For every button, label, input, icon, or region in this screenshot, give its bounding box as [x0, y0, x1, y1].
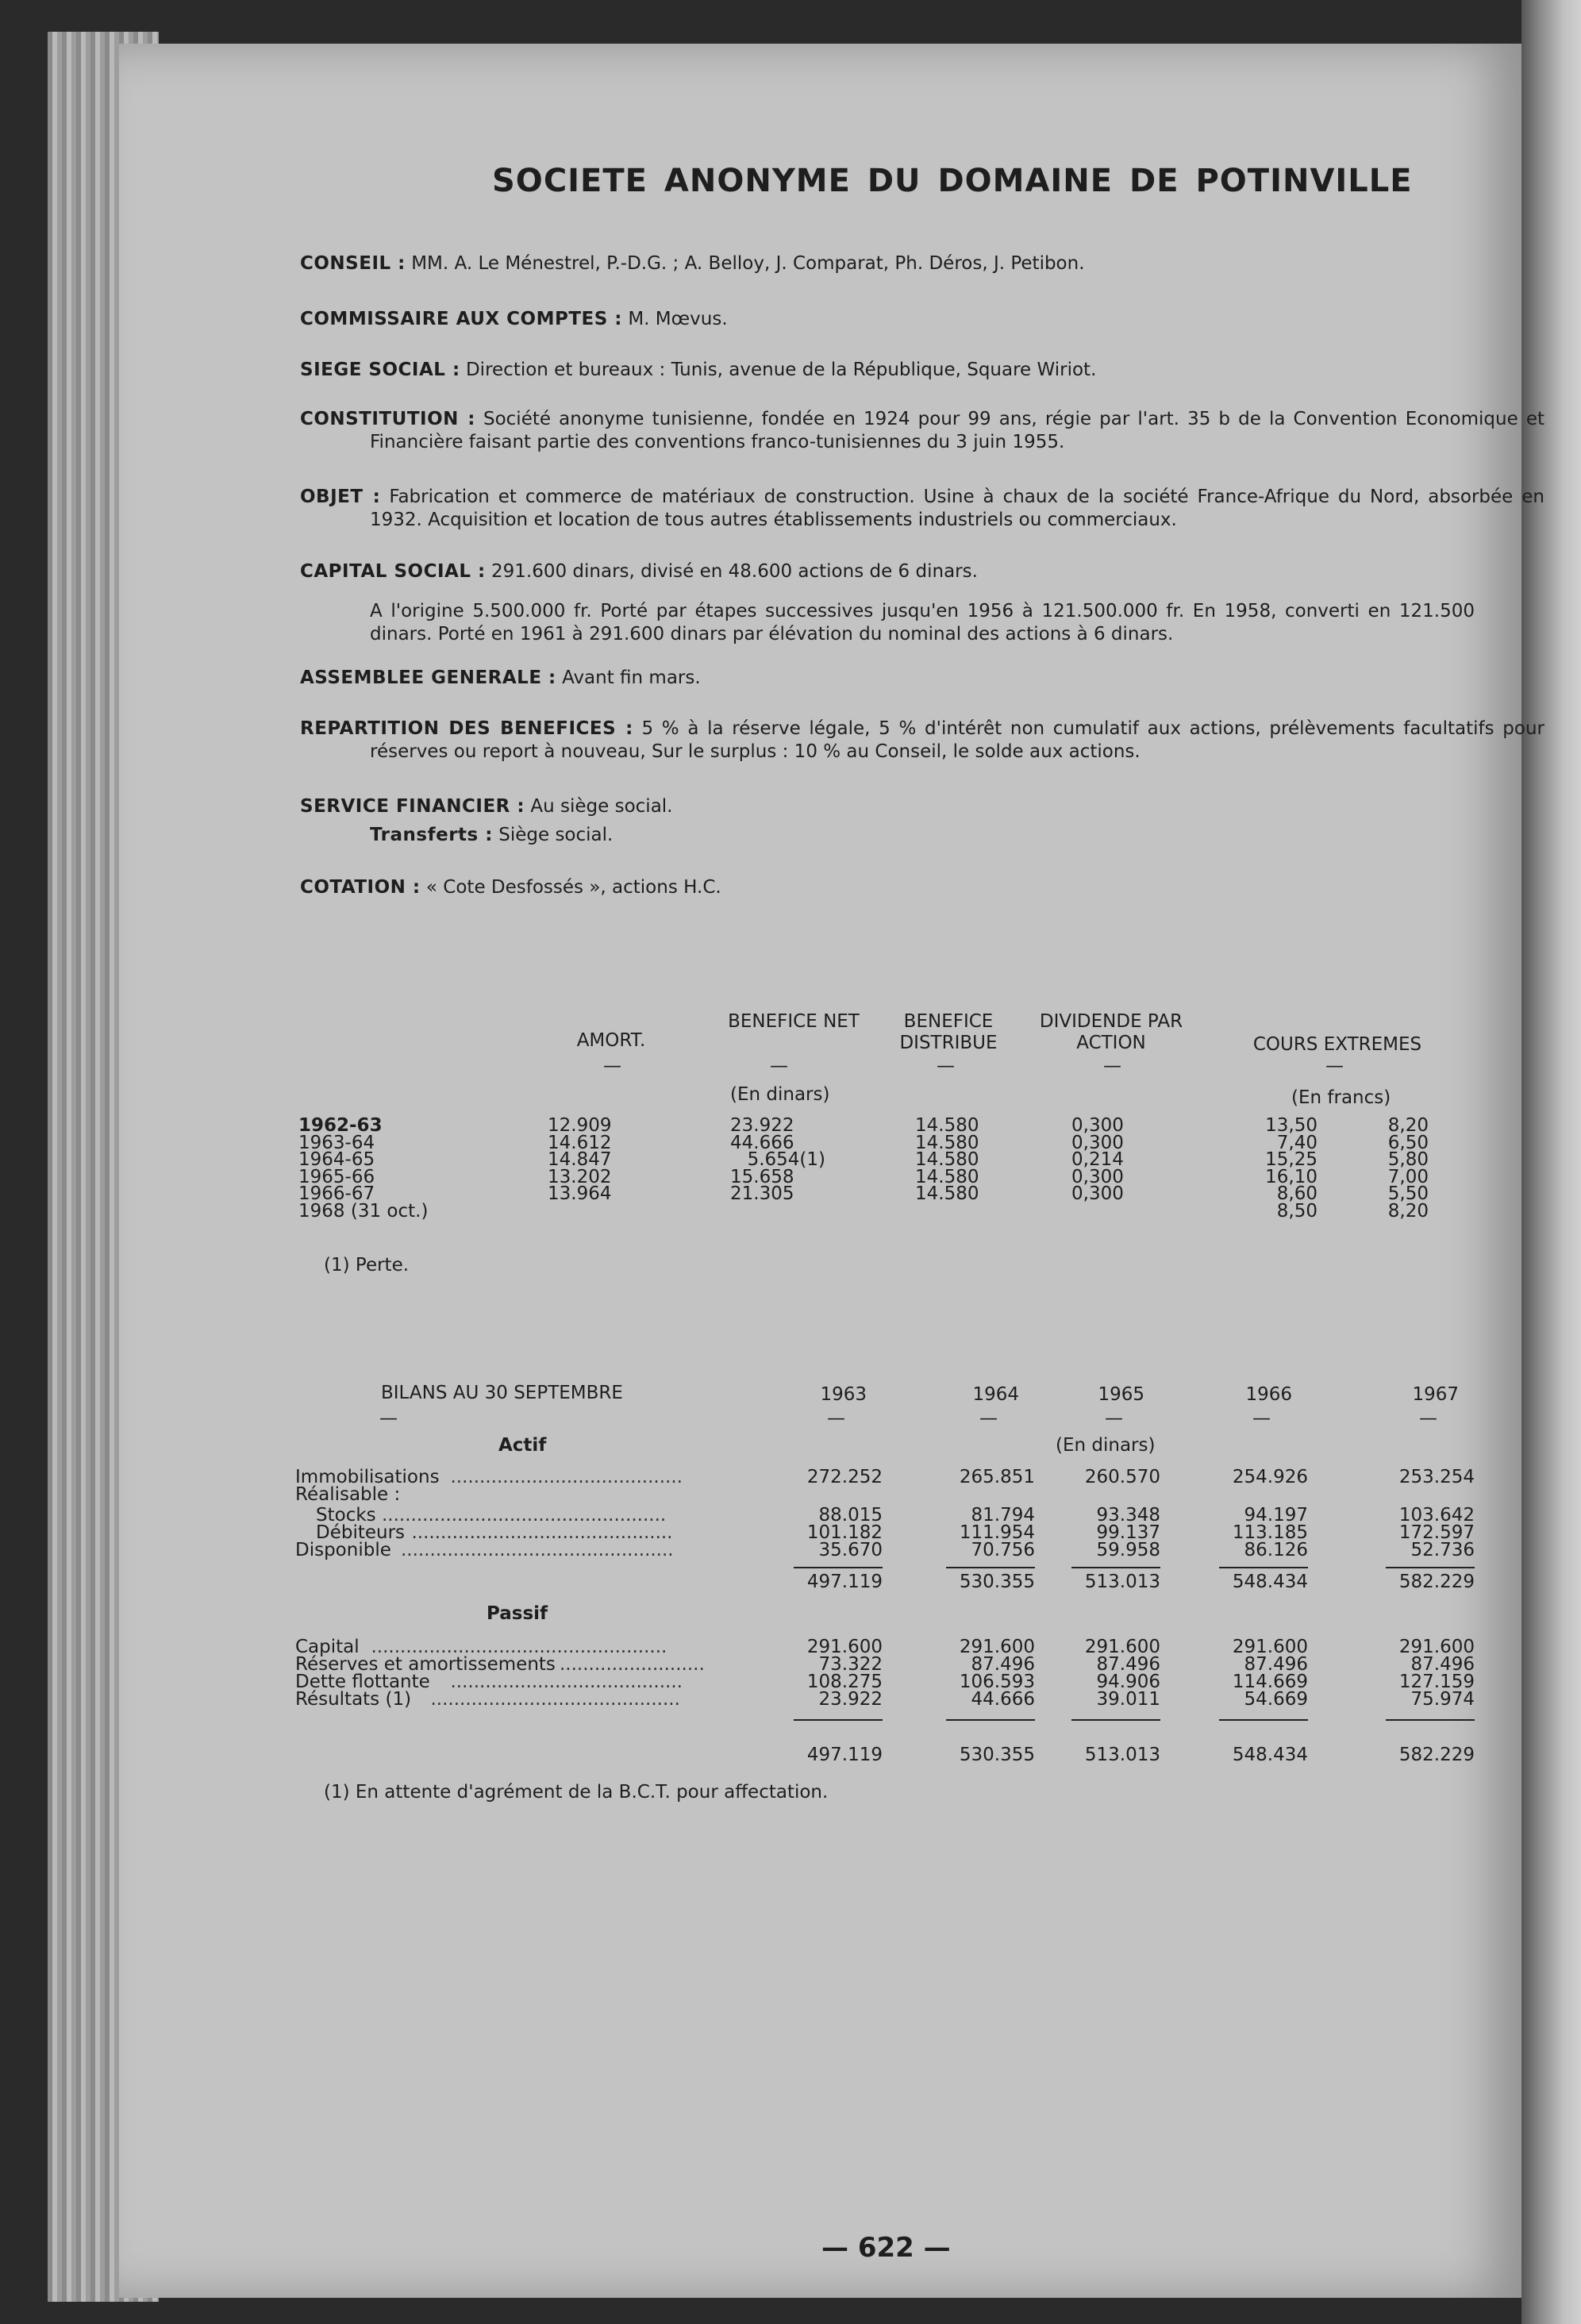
section-5	[300, 560, 1544, 583]
bilan-cell: 106.593	[959, 1672, 1035, 1692]
cell-div: 0,214	[1071, 1149, 1124, 1170]
cell-high: 7,40	[1276, 1132, 1318, 1153]
section-text: M. Mœvus.	[628, 309, 728, 329]
total-rule	[794, 1719, 883, 1721]
bilan-cell: 111.954	[959, 1522, 1035, 1543]
actif-total: 530.355	[959, 1572, 1035, 1592]
dot-leader: ........................................	[450, 1672, 683, 1692]
bilan-row-label	[295, 1540, 391, 1560]
bilan-cell: 172.597	[1398, 1522, 1475, 1543]
year-header: 1966	[1245, 1384, 1292, 1405]
section-3	[300, 408, 1544, 454]
bilan-cell: 127.159	[1398, 1672, 1475, 1692]
total-rule	[794, 1567, 883, 1568]
passif-total: 548.434	[1232, 1745, 1308, 1765]
bilan-cell: 114.669	[1232, 1672, 1308, 1692]
cell-distr: 14.580	[915, 1183, 979, 1204]
section-7	[300, 667, 1544, 690]
bilan-cell: 253.254	[1398, 1467, 1475, 1487]
label-text: Immobilisations	[295, 1467, 440, 1487]
section-label: OBJET :	[300, 487, 381, 507]
total-rule	[1071, 1567, 1160, 1568]
bilan-cell: 108.275	[806, 1672, 883, 1692]
section-label: CAPITAL SOCIAL :	[300, 561, 486, 582]
section-4	[300, 486, 1544, 532]
section-6	[370, 600, 1475, 646]
bilan-cell: 87.496	[1096, 1654, 1160, 1675]
cell-div: 0,300	[1071, 1183, 1124, 1204]
dot-leader: .............................................	[411, 1522, 673, 1543]
bilan-cell: 291.600	[959, 1637, 1035, 1657]
year-header: 1967	[1412, 1384, 1459, 1405]
page-number: — 622 —	[821, 2232, 951, 2264]
cell-high: 15,25	[1265, 1149, 1318, 1170]
bilans-unit: (En dinars)	[1056, 1435, 1156, 1456]
bilan-cell: 113.185	[1232, 1522, 1308, 1543]
bilan-cell: 81.794	[971, 1505, 1035, 1526]
section-2	[300, 359, 1544, 382]
col-header-dividende: DIVIDENDE PAR ACTION	[1039, 1011, 1183, 1053]
year-header: 1963	[820, 1384, 867, 1405]
cell-low: 8,20	[1387, 1200, 1429, 1222]
section-text: 5 % à la réserve légale, 5 % d'intérêt non cumulatif aux actions, prélèvements facultatifs pour réserves ou report à nouveau, Sur le surplus : 10 % au Conseil, le solde aux actions.	[370, 718, 1545, 762]
total-rule	[1071, 1719, 1160, 1721]
cell-distr: 14.580	[915, 1132, 979, 1153]
cell-amort: 12.909	[548, 1115, 612, 1136]
section-text: A l'origine 5.500.000 fr. Porté par étapes successives jusqu'en 1956 à 121.500.000 fr. En 1958, converti en 121.500 dinars. Porté en 1961 à 291.600 dinars par élévation du nominal des actions à 6 dinars.	[370, 601, 1475, 644]
cell-low: 6,50	[1387, 1132, 1429, 1153]
dot-leader: ...........................................	[430, 1689, 680, 1710]
label-text: Réalisable :	[295, 1484, 401, 1505]
bilan-row-label	[295, 1689, 411, 1710]
cell-amort: 14.847	[548, 1149, 612, 1170]
bilan-cell: 99.137	[1096, 1522, 1160, 1543]
cell-high: 13,50	[1265, 1115, 1318, 1136]
unit-francs: (En francs)	[1291, 1087, 1391, 1108]
header-dash: —	[603, 1056, 621, 1076]
section-text: 291.600 dinars, divisé en 48.600 actions de 6 dinars.	[491, 561, 978, 582]
cell-low: 8,20	[1387, 1115, 1429, 1136]
passif-total: 513.013	[1084, 1745, 1160, 1765]
label-text: Dette flottante	[295, 1672, 430, 1692]
bilan-cell: 23.922	[818, 1689, 883, 1710]
cell-amort: 14.612	[548, 1132, 612, 1153]
year-header: 1965	[1098, 1384, 1144, 1405]
actif-total: 548.434	[1232, 1572, 1308, 1592]
year-header: 1964	[972, 1384, 1019, 1405]
section-label: COMMISSAIRE AUX COMPTES :	[300, 309, 623, 329]
bilan-cell: 260.570	[1084, 1467, 1160, 1487]
header-dash: —	[1103, 1056, 1121, 1076]
dot-leader: .................................................	[382, 1505, 667, 1526]
year-dash: —	[1419, 1408, 1437, 1429]
section-label: ASSEMBLEE GENERALE :	[300, 668, 556, 688]
label-text: Disponible	[295, 1540, 391, 1560]
results-footnote: (1) Perte.	[324, 1255, 410, 1276]
bilan-cell: 75.974	[1410, 1689, 1475, 1710]
section-label: Transferts :	[370, 825, 493, 845]
bilan-cell: 94.906	[1096, 1672, 1160, 1692]
label-text: Réserves et amortissements	[295, 1654, 556, 1675]
cell-distr: 14.580	[915, 1166, 979, 1187]
dot-leader: ...............................................	[401, 1540, 674, 1560]
bilan-cell: 291.600	[1398, 1637, 1475, 1657]
bilan-cell: 94.197	[1244, 1505, 1308, 1526]
cell-high: 8,60	[1276, 1183, 1318, 1204]
label-text: Capital	[295, 1637, 360, 1657]
dot-leader: ...................................................	[371, 1637, 667, 1657]
dot-leader: ........................................	[450, 1467, 683, 1487]
dot-leader: .........................	[560, 1654, 705, 1675]
actif-label: Actif	[498, 1435, 547, 1456]
year-dash: —	[827, 1408, 845, 1429]
bilan-cell: 265.851	[959, 1467, 1035, 1487]
cell-net: 15.658	[730, 1166, 794, 1187]
cell-net: 5.654(1)	[747, 1149, 825, 1170]
header-dash: —	[770, 1056, 788, 1076]
bilan-cell: 73.322	[818, 1654, 883, 1675]
col-header-amort: AMORT.	[576, 1030, 646, 1051]
section-8	[300, 718, 1544, 764]
bilan-cell: 103.642	[1398, 1505, 1475, 1526]
cell-div: 0,300	[1071, 1115, 1124, 1136]
row-year: 1963-64	[298, 1132, 375, 1153]
total-rule	[1219, 1567, 1308, 1568]
section-text: Société anonyme tunisienne, fondée en 1924 pour 99 ans, régie par l'art. 35 b de la Convention Economique et Financière faisant partie des conventions franco-tunisiennes du 3 juin 1955.	[370, 409, 1544, 452]
section-label: REPARTITION DES BENEFICES :	[300, 718, 633, 739]
cell-amort: 13.202	[548, 1166, 612, 1187]
bilan-cell: 52.736	[1410, 1540, 1475, 1560]
section-9	[300, 795, 1544, 818]
year-dash: —	[1105, 1408, 1123, 1429]
section-text: Direction et bureaux : Tunis, avenue de la République, Square Wiriot.	[465, 360, 1097, 380]
actif-total: 582.229	[1398, 1572, 1475, 1592]
total-rule	[946, 1719, 1035, 1721]
row-year: 1962-63	[298, 1115, 383, 1136]
passif-total: 530.355	[959, 1745, 1035, 1765]
bilan-cell: 35.670	[818, 1540, 883, 1560]
bilan-cell: 101.182	[806, 1522, 883, 1543]
total-rule	[1219, 1719, 1308, 1721]
actif-total: 513.013	[1084, 1572, 1160, 1592]
cell-low: 7,00	[1387, 1166, 1429, 1187]
label-text: Résultats (1)	[295, 1689, 412, 1710]
section-11	[300, 876, 1544, 899]
cell-net: 23.922	[730, 1115, 794, 1136]
section-label: CONSEIL :	[300, 253, 406, 274]
col-header-benefice-net: BENEFICE NET	[728, 1011, 860, 1032]
cell-high: 8,50	[1276, 1200, 1318, 1222]
bilan-row-label	[295, 1484, 400, 1505]
bilan-cell: 87.496	[971, 1654, 1035, 1675]
book-spine	[1521, 0, 1581, 2324]
cell-net: 44.666	[730, 1132, 794, 1153]
cell-low: 5,50	[1387, 1183, 1429, 1204]
total-rule	[1386, 1719, 1475, 1721]
row-year: 1966-67	[298, 1183, 375, 1204]
cell-div: 0,300	[1071, 1132, 1124, 1153]
section-text: Au siège social.	[530, 796, 673, 817]
cell-net: 21.305	[730, 1183, 794, 1204]
bilan-cell: 254.926	[1232, 1467, 1308, 1487]
section-text: MM. A. Le Ménestrel, P.-D.G. ; A. Belloy, J. Comparat, Ph. Déros, J. Petibon.	[411, 253, 1085, 274]
row-year: 1968 (31 oct.)	[298, 1200, 429, 1222]
section-0	[300, 252, 1544, 275]
section-10	[370, 824, 1475, 847]
bilans-footnote: (1) En attente d'agrément de la B.C.T. pour affectation.	[324, 1782, 829, 1803]
actif-total: 497.119	[806, 1572, 883, 1592]
unit-dinars: (En dinars)	[730, 1084, 830, 1105]
bilan-cell: 44.666	[971, 1689, 1035, 1710]
cell-high: 16,10	[1265, 1166, 1318, 1187]
page-title: SOCIETE ANONYME DU DOMAINE DE POTINVILLE	[492, 163, 1413, 199]
label-text: Stocks	[316, 1505, 376, 1526]
bilan-cell: 87.496	[1410, 1654, 1475, 1675]
total-rule	[946, 1567, 1035, 1568]
cell-low: 5,80	[1387, 1149, 1429, 1170]
bilans-title-dash: —	[379, 1408, 398, 1429]
row-year: 1965-66	[298, 1166, 375, 1187]
section-label: COTATION :	[300, 877, 421, 898]
bilan-cell: 39.011	[1096, 1689, 1160, 1710]
header-dash: —	[1325, 1056, 1344, 1076]
section-label: SERVICE FINANCIER :	[300, 796, 525, 817]
total-rule	[1386, 1567, 1475, 1568]
cell-distr: 14.580	[915, 1115, 979, 1136]
bilan-cell: 93.348	[1096, 1505, 1160, 1526]
section-text: Siège social.	[498, 825, 614, 845]
section-1	[300, 308, 1544, 331]
row-year: 1964-65	[298, 1149, 375, 1170]
section-text: Fabrication et commerce de matériaux de construction. Usine à chaux de la société France-Afrique du Nord, absorbée en 1932. Acquisition et location de tous autres établissements industriels ou commerciaux.	[370, 487, 1545, 530]
bilan-cell: 87.496	[1244, 1654, 1308, 1675]
section-label: CONSTITUTION :	[300, 409, 475, 429]
bilan-cell: 291.600	[1084, 1637, 1160, 1657]
bilans-title: BILANS AU 30 SEPTEMBRE	[381, 1383, 623, 1403]
year-dash: —	[1252, 1408, 1271, 1429]
label-text: Débiteurs	[316, 1522, 406, 1543]
year-dash: —	[979, 1408, 998, 1429]
cell-div: 0,300	[1071, 1166, 1124, 1187]
bilan-cell: 54.669	[1244, 1689, 1308, 1710]
bilan-cell: 88.015	[818, 1505, 883, 1526]
bilan-cell: 272.252	[806, 1467, 883, 1487]
header-dash: —	[937, 1056, 955, 1076]
bilan-cell: 70.756	[971, 1540, 1035, 1560]
passif-total: 582.229	[1398, 1745, 1475, 1765]
section-label: SIEGE SOCIAL :	[300, 360, 460, 380]
section-text: Avant fin mars.	[562, 668, 701, 688]
bilan-cell: 291.600	[806, 1637, 883, 1657]
passif-label: Passif	[487, 1603, 548, 1624]
cell-amort: 13.964	[548, 1183, 612, 1204]
bilan-cell: 59.958	[1096, 1540, 1160, 1560]
col-header-cours: COURS EXTREMES	[1252, 1034, 1422, 1055]
bilan-cell: 86.126	[1244, 1540, 1308, 1560]
col-header-benefice-distribue: BENEFICE DISTRIBUE	[899, 1011, 998, 1053]
cell-distr: 14.580	[915, 1149, 979, 1170]
section-text: « Cote Desfossés », actions H.C.	[425, 877, 721, 898]
passif-total: 497.119	[806, 1745, 883, 1765]
bilan-cell: 291.600	[1232, 1637, 1308, 1657]
